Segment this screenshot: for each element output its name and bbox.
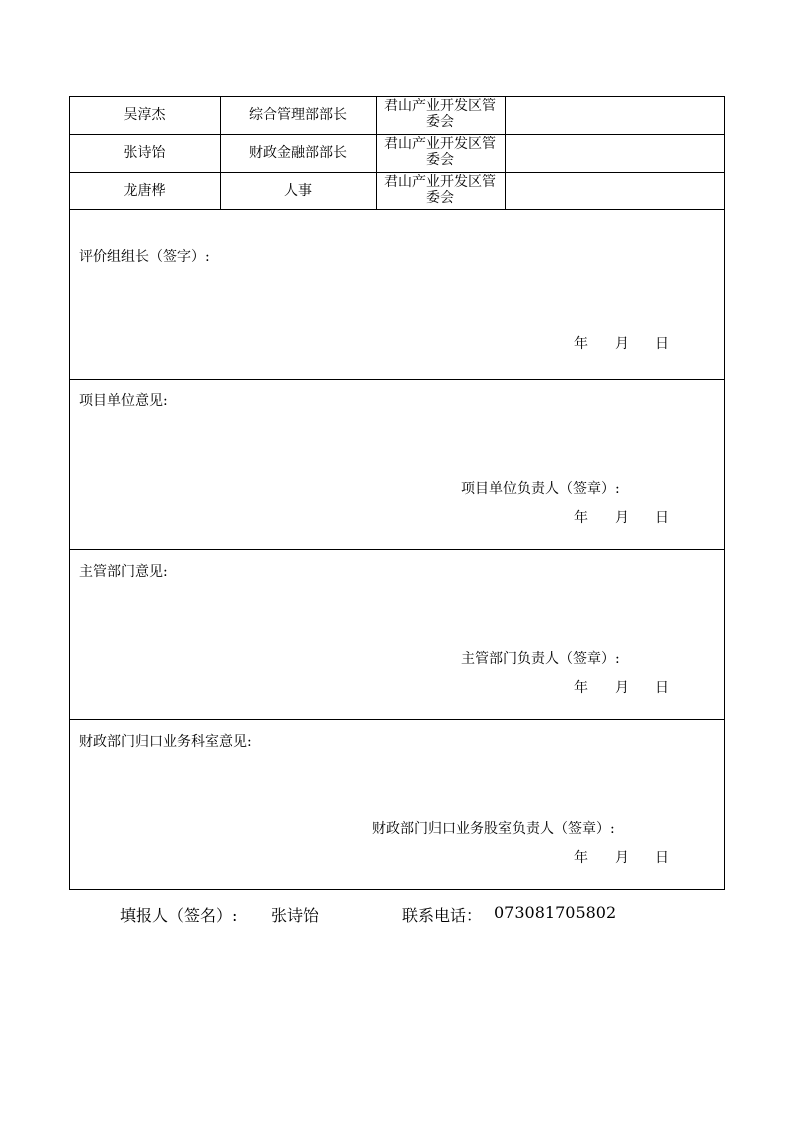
finance-signer-label: 财政部门归口业务股室负责人（签章）: xyxy=(372,821,615,837)
member-note xyxy=(505,172,725,209)
finance-opinion-label: 财政部门归口业务科室意见: xyxy=(79,734,252,750)
phone-number: 073081705802 xyxy=(494,903,617,922)
member-note xyxy=(505,96,725,134)
date-day-label: 日 xyxy=(655,680,669,696)
member-position: 人事 xyxy=(284,182,312,199)
date-year-label: 年 xyxy=(574,510,588,526)
group-leader-signature-label: 评价组组长（签字）: xyxy=(79,249,210,265)
member-name: 龙唐桦 xyxy=(123,182,166,199)
section-divider xyxy=(69,719,725,720)
date-month-label: 月 xyxy=(615,336,629,352)
phone-label: 联系电话： xyxy=(402,906,483,925)
member-position: 综合管理部部长 xyxy=(249,107,347,123)
member-note xyxy=(505,134,725,172)
member-organization: 君山产业开发区管委会 xyxy=(384,98,496,130)
project-unit-signer-label: 项目单位负责人（签章）: xyxy=(461,481,620,497)
member-organization: 君山产业开发区管委会 xyxy=(384,174,496,206)
date-month-label: 月 xyxy=(615,850,629,866)
date-year-label: 年 xyxy=(574,680,588,696)
evaluation-form-frame xyxy=(69,96,725,890)
project-unit-opinion-label: 项目单位意见: xyxy=(79,393,168,409)
date-month-label: 月 xyxy=(615,680,629,696)
date-year-label: 年 xyxy=(574,336,588,352)
date-day-label: 日 xyxy=(655,336,669,352)
section-divider xyxy=(69,379,725,380)
member-name: 吴淳杰 xyxy=(123,107,166,123)
supervisor-opinion-label: 主管部门意见: xyxy=(79,564,168,580)
column-divider xyxy=(376,96,377,210)
member-position: 财政金融部部长 xyxy=(249,145,347,161)
filler-name: 张诗饴 xyxy=(271,906,320,925)
section-divider xyxy=(69,549,725,550)
member-organization: 君山产业开发区管委会 xyxy=(384,136,496,168)
date-day-label: 日 xyxy=(655,850,669,866)
supervisor-signer-label: 主管部门负责人（签章）: xyxy=(461,651,620,667)
date-day-label: 日 xyxy=(655,510,669,526)
filler-label: 填报人（签名）: xyxy=(120,906,238,925)
date-year-label: 年 xyxy=(574,850,588,866)
date-month-label: 月 xyxy=(615,510,629,526)
member-name: 张诗饴 xyxy=(123,145,166,161)
table-bottom-divider xyxy=(69,209,725,210)
